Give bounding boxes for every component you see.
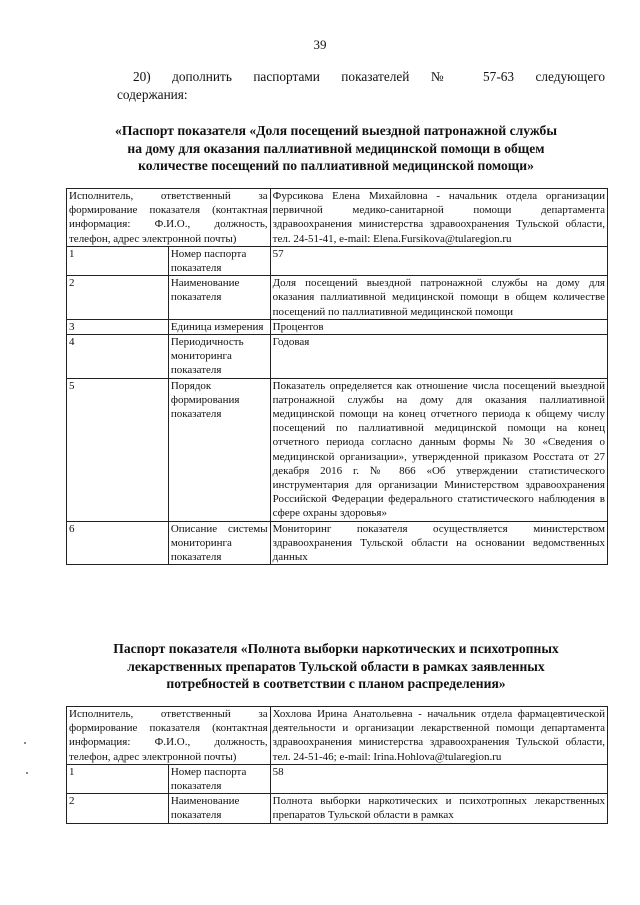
scan-speck xyxy=(26,772,28,774)
table-row xyxy=(67,276,608,320)
row-number: 2 xyxy=(67,794,169,823)
row-value: 58 xyxy=(270,764,607,793)
row-value: Фурсикова Елена Михайловна - начальник отдела организации первичной медико-санитарной помощи департамента здравоохранения министерства здравоохранения Тульской области, тел. 24-51-41, e-mail: Elena.Fursikova@tularegion.ru xyxy=(270,189,607,247)
row-value: Годовая xyxy=(270,335,607,379)
row-label: Единица измерения xyxy=(168,319,270,334)
table-row xyxy=(67,707,608,765)
passport2-title-line: потребностей в соответствии с планом распределения» xyxy=(166,676,506,691)
row-label: Номер паспорта показателя xyxy=(168,764,270,793)
table-row xyxy=(67,189,608,247)
row-label: Наименование показателя xyxy=(168,276,270,320)
row-value: Доля посещений выездной патронажной службы на дому для оказания паллиативной медицинской помощи в общем количестве посещений по паллиативной медицинской помощи xyxy=(270,276,607,320)
row-label: Исполнитель, ответственный за формирование показателя (контактная информация: Ф.И.О., должность, телефон, адрес электронной почты) xyxy=(67,189,271,247)
passport2-title-line: Паспорт показателя «Полнота выборки наркотических и психотропных xyxy=(113,641,559,656)
row-label: Исполнитель, ответственный за формирование показателя (контактная информация: Ф.И.О., должность, телефон, адрес электронной почты) xyxy=(67,707,271,765)
intro-line-1: 20) дополнить паспортами показателей № 57-63 следующего xyxy=(133,69,605,84)
table-row xyxy=(67,764,608,793)
row-number: 1 xyxy=(67,246,169,275)
table-row xyxy=(67,319,608,334)
row-value: Хохлова Ирина Анатольевна - начальник отдела фармацевтической деятельности и организации лекарственной помощи департамента здравоохранения министерства здравоохранения Тульской области, тел. 24-51-46; e-mail: Irina.Hohlova@tularegion.ru xyxy=(270,707,607,765)
passport1-title xyxy=(66,122,606,175)
passport2-title-line: лекарственных препаратов Тульской области в рамках заявленных xyxy=(127,658,545,674)
row-label: Наименование показателя xyxy=(168,794,270,823)
row-value: Процентов xyxy=(270,319,607,334)
passport2-title xyxy=(66,640,606,693)
row-number: 2 xyxy=(67,276,169,320)
intro-line-2: содержания: xyxy=(117,87,188,102)
row-number: 6 xyxy=(67,521,169,565)
table-row xyxy=(67,521,608,565)
intro-paragraph xyxy=(117,68,605,104)
row-value: Показатель определяется как отношение числа посещений выездной патронажной службы на дому для оказания паллиативной медицинской помощи на конец отчетного периода к общему числу посещений по паллиативной медицинской помощи на конец отчетного периода согласно данным формы № 30 «Сведения о медицинской организации», утвержденной приказом Росстата от 27 декабря 2016 г. № 866 «Об утверждении статистического инструментария для организации Министерством здравоохранения Российской Федерации федерального статистического наблюдения в сфере охраны здоровья» xyxy=(270,378,607,521)
table-row xyxy=(67,378,608,521)
row-number: 3 xyxy=(67,319,169,334)
passport1-title-line: количестве посещений по паллиативной медицинской помощи» xyxy=(138,158,534,173)
row-number: 4 xyxy=(67,335,169,379)
row-value: Мониторинг показателя осуществляется министерством здравоохранения Тульской области на основании ведомственных данных xyxy=(270,521,607,565)
table-row xyxy=(67,246,608,275)
page-number: 39 xyxy=(313,37,327,52)
row-value: 57 xyxy=(270,246,607,275)
row-label: Периодичность мониторинга показателя xyxy=(168,335,270,379)
row-number: 1 xyxy=(67,764,169,793)
passport2-table xyxy=(66,706,608,824)
row-value: Полнота выборки наркотических и психотропных лекарственных препаратов Тульской области в рамках xyxy=(270,794,607,823)
table-row xyxy=(67,794,608,823)
row-label: Описание системы мониторинга показателя xyxy=(168,521,270,565)
scan-speck xyxy=(24,742,26,744)
passport1-title-line: на дому для оказания паллиативной медицинской помощи в общем xyxy=(127,140,545,156)
table-row xyxy=(67,335,608,379)
row-label: Порядок формирования показателя xyxy=(168,378,270,521)
row-label: Номер паспорта показателя xyxy=(168,246,270,275)
row-number: 5 xyxy=(67,378,169,521)
passport1-table xyxy=(66,188,608,565)
passport1-title-line: «Паспорт показателя «Доля посещений выездной патронажной службы xyxy=(115,123,557,138)
